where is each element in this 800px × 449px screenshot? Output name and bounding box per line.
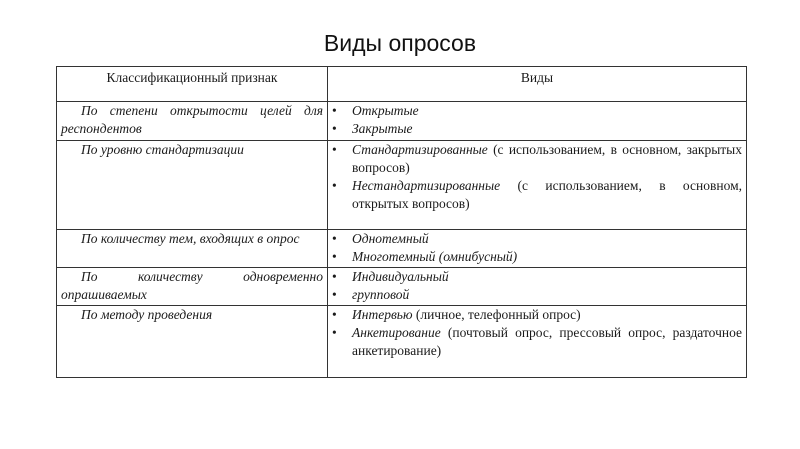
slide-title: Виды опросов — [323, 30, 477, 56]
table-row — [57, 306, 747, 378]
kind-name: Нестандартизированные — [352, 178, 501, 193]
kinds-list — [332, 268, 742, 304]
bullet-icon: • — [332, 249, 337, 264]
kind-name: Интервью — [352, 307, 413, 322]
criterion-cell: По методу проведения — [57, 306, 328, 378]
criterion-cell: По степени открытости целей для респондентов — [57, 102, 328, 141]
list-item — [332, 102, 742, 120]
list-item — [332, 286, 742, 304]
bullet-icon: • — [332, 231, 337, 246]
kind-name: Многотемный (омнибусный) — [352, 249, 518, 264]
kinds-list — [332, 306, 742, 360]
header-kinds: Виды — [328, 67, 747, 102]
kind-note: (личное, телефонный опрос) — [412, 307, 581, 322]
bullet-icon: • — [332, 307, 337, 322]
bullet-icon: • — [332, 142, 337, 157]
list-item — [332, 141, 742, 177]
kind-name: Закрытые — [352, 121, 413, 136]
table-row — [57, 102, 747, 141]
kinds-list — [332, 102, 742, 138]
kind-name: Анкетирование — [352, 325, 441, 340]
criterion-cell: По количеству тем, входящих в опрос — [57, 230, 328, 268]
bullet-icon: • — [332, 325, 337, 340]
bullet-icon: • — [332, 121, 337, 136]
bullet-icon: • — [332, 103, 337, 118]
table-row — [57, 268, 747, 306]
kinds-list — [332, 230, 742, 266]
kind-name: Стандартизированные — [352, 142, 488, 157]
survey-types-table — [56, 66, 747, 378]
kinds-cell — [328, 102, 747, 141]
list-item — [332, 230, 742, 248]
criterion-cell: По уровню стандартизации — [57, 141, 328, 230]
kind-name: Однотемный — [352, 231, 429, 246]
list-item — [332, 120, 742, 138]
table-row — [57, 141, 747, 230]
table-header-row — [57, 67, 747, 102]
kind-name: Открытые — [352, 103, 419, 118]
bullet-icon: • — [332, 178, 337, 193]
kind-name: Индивидуальный — [352, 269, 449, 284]
kinds-cell — [328, 306, 747, 378]
kind-note: (почтовый опрос, прессовый опрос, раздаточное анкетирование) — [352, 325, 742, 358]
kinds-cell — [328, 230, 747, 268]
list-item — [332, 177, 742, 213]
criterion-cell: По количеству одновременно опрашиваемых — [57, 268, 328, 306]
table-row — [57, 230, 747, 268]
list-item — [332, 268, 742, 286]
kinds-list — [332, 141, 742, 213]
list-item — [332, 248, 742, 266]
bullet-icon: • — [332, 269, 337, 284]
kinds-cell — [328, 141, 747, 230]
list-item — [332, 306, 742, 324]
kind-name: групповой — [352, 287, 410, 302]
bullet-icon: • — [332, 287, 337, 302]
header-criterion: Классификационный признак — [57, 67, 328, 102]
list-item — [332, 324, 742, 360]
kind-note: (с использованием, в основном, закрытых вопросов) — [352, 142, 742, 175]
kinds-cell — [328, 268, 747, 306]
kind-note: (с использованием, в основном, открытых вопросов) — [352, 178, 742, 211]
